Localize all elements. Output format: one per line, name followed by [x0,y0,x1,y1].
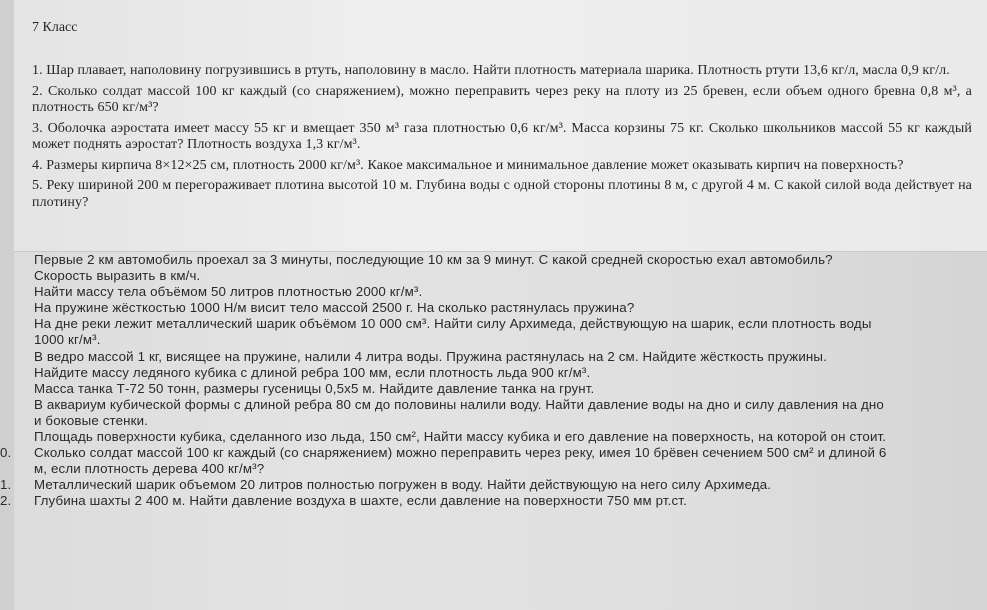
problem-text: В ведро массой 1 кг, висящее на пружине, налили 4 литра воды. Пружина растянулась на 2 см. Найдите жёсткость пружины. [34,348,827,364]
upper-problem-1: 1. Шар плавает, наполовину погрузившись в ртуть, наполовину в масло. Найти плотность материала шарика. Плотность ртути 13,6 кг/л, масла 0,9 кг/л. [32,63,950,78]
lower-problem [0,493,894,509]
problem-text: На дне реки лежит металлический шарик объёмом 10 000 см³. Найти силу Архимеда, действующую на шарик, если плотность воды 1000 кг/м³. [34,316,872,348]
lower-problem [14,316,894,348]
lower-problem [14,397,894,429]
lower-problem [14,284,894,300]
problem-text: Площадь поверхности кубика, сделанного изо льда, 150 см², Найти массу кубика и его давление на поверхность, на которой он стоит. [34,429,887,445]
problem-text: Найдите массу ледяного кубика с длиной ребра 100 мм, если плотность льда 900 кг/м³. [34,364,591,380]
problem-number: 0. [0,445,12,461]
upper-problem-3: 3. Оболочка аэростата имеет массу 55 кг и вмещает 350 м³ газа плотностью 0,6 кг/м³. Масса корзины 75 кг. Сколько школьников массой 55 кг каждый может поднять аэростат? Плотность воздуха 1,3 кг/м³. [32,120,972,152]
upper-problem-2: 2. Сколько солдат массой 100 кг каждый (со снаряжением), можно переправить через реку на плоту из 25 бревен, если объем одного бревна 0,8 м³, а плотность 650 кг/м³? [32,83,972,115]
lower-problem-list [0,252,894,510]
grade-heading: 7 Класс [32,20,78,35]
problem-text: Металлический шарик объемом 20 литров полностью погружен в воду. Найти действующую на него силу Архимеда. [34,477,772,493]
lower-problem [14,429,894,445]
problem-number: 2. [0,493,12,509]
problem-text: Найти массу тела объёмом 50 литров плотностью 2000 кг/м³. [34,284,423,300]
problem-text: Сколько солдат массой 100 кг каждый (со снаряжением) можно переправить через реку, имея 10 брёвен сечением 500 см² и длиной 6 м, если плотность дерева 400 кг/м³? [34,445,887,477]
problem-number: 1. [0,477,12,493]
problem-text: Глубина шахты 2 400 м. Найти давление воздуха в шахте, если давление на поверхности 750 мм рт.ст. [34,493,687,509]
lower-problem [14,365,894,381]
lower-problem [0,445,894,477]
upper-problem-list [32,63,972,215]
worksheet-upper-section [14,0,987,252]
problem-text: В аквариум кубической формы с длиной ребра 80 см до половины налили воду. Найти давление воды на дно и силу давления на дно и боковые стенки. [34,396,884,428]
lower-problem [14,381,894,397]
problem-text: Первые 2 км автомобиль проехал за 3 минуты, последующие 10 км за 9 минут. С какой средней скоростью ехал автомобиль? Скорость выразить в км/ч. [34,252,833,284]
lower-problem [0,477,894,493]
problem-text: Масса танка Т-72 50 тонн, размеры гусеницы 0,5х5 м. Найдите давление танка на грунт. [34,380,595,396]
lower-problem [14,300,894,316]
upper-problem-5: 5. Реку шириной 200 м перегораживает плотина высотой 10 м. Глубина воды с одной стороны плотины 8 м, с другой 4 м. С какой силой вода действует на плотину? [32,178,972,210]
lower-problem [14,349,894,365]
upper-problem-4: 4. Размеры кирпича 8×12×25 см, плотность 2000 кг/м³. Какое максимальное и минимальное давление может оказывать кирпич на поверхность? [32,157,904,173]
lower-problem [14,252,894,284]
worksheet-lower-section [0,252,987,610]
problem-text: На пружине жёсткостью 1000 Н/м висит тело массой 2500 г. На сколько растянулась пружина? [34,300,635,316]
